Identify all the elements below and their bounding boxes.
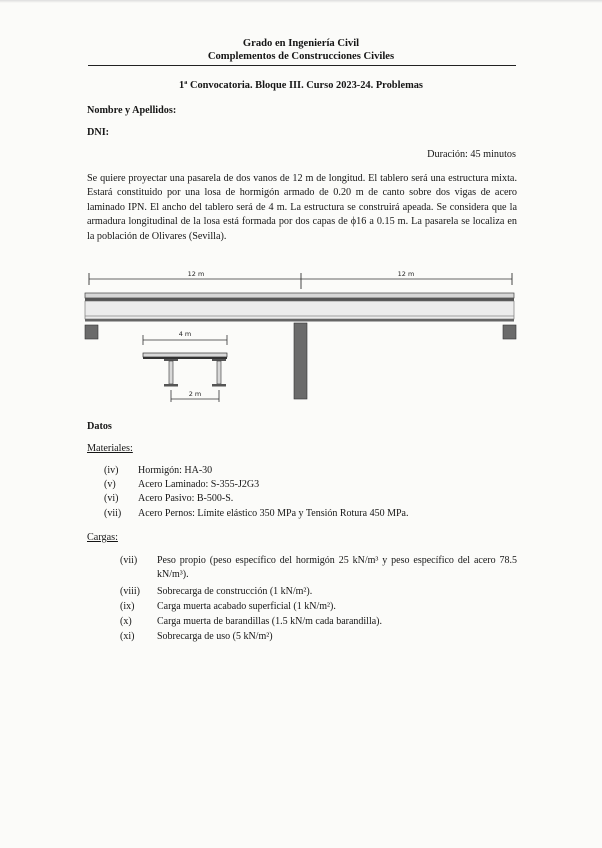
section-slab-base xyxy=(143,357,227,359)
deck-underside xyxy=(85,319,514,322)
degree-title: Grado en Ingeniería Civil xyxy=(242,38,360,49)
course-title: Complementos de Construcciones Civiles xyxy=(207,51,395,62)
abutment-left xyxy=(85,325,98,339)
bridge-figure xyxy=(80,268,524,410)
abutment-right xyxy=(503,325,516,339)
datos-heading: Datos xyxy=(87,421,112,432)
deck-steel-line xyxy=(85,298,514,301)
ipn-right-web xyxy=(217,361,221,384)
beam-spacing-label: 2 m xyxy=(188,390,202,398)
header-rule xyxy=(88,65,516,66)
page-top-edge xyxy=(0,0,602,3)
section-slab xyxy=(143,353,227,357)
materiales-heading: Materiales: xyxy=(87,443,133,454)
name-label: Nombre y Apellidos: xyxy=(87,105,177,116)
cargas-heading: Cargas: xyxy=(87,532,118,543)
span-left-label: 12 m xyxy=(187,270,205,278)
duration: Duración: 45 minutos xyxy=(427,149,516,160)
problem-statement: Se quiere proyectar una pasarela de dos vanos de 12 m de longitud. El tablero será una estructura mixta. Estará constituido por una losa de hormigón armado de 0.20 m de canto sobre dos vigas de acero laminado IPN. El ancho del tablero será de 4 m. La estructura se construirá apeada. Se considera que la armadura longitudinal de la losa está formada por dos capas de ϕ16 a 0.15 m. La pasarela se localiza en la población de Olivares (Sevilla). xyxy=(87,173,517,242)
ipn-left-bottom-flange xyxy=(164,384,178,387)
ipn-right-bottom-flange xyxy=(212,384,226,387)
deck-width-label: 4 m xyxy=(178,330,192,338)
span-right-label: 12 m xyxy=(397,270,415,278)
deck-slab xyxy=(85,293,514,298)
central-pier xyxy=(294,323,307,399)
exam-title: 1ª Convocatoria. Bloque III. Curso 2023-24. Problemas xyxy=(179,80,423,91)
ipn-left-web xyxy=(169,361,173,384)
dni-label: DNI: xyxy=(87,127,110,138)
